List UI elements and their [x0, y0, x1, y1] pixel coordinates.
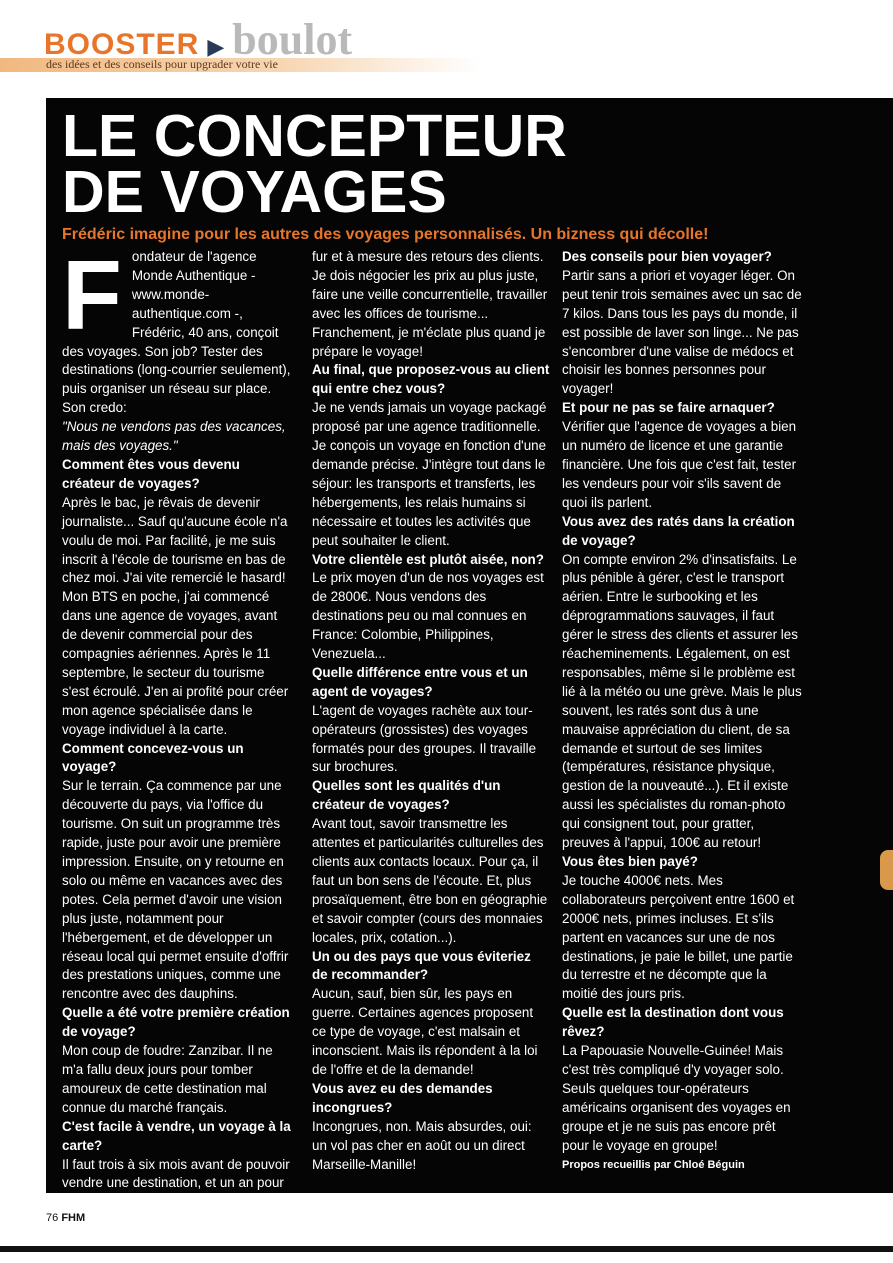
interview-question: C'est facile à vendre, un voyage à la carte? [62, 1118, 291, 1153]
answer-paragraph: Incongrues, non. Mais absurdes, oui: un vol pas cher en août ou un direct Marseille-Manille! [312, 1118, 532, 1172]
interview-question: Vous avez des ratés dans la création de voyage? [562, 513, 795, 548]
article-title [62, 103, 567, 225]
answer-paragraph: Mon coup de foudre: Zanzibar. Il ne m'a fallu deux jours pour tomber amoureux de cette destination mal connue du marché français. [62, 1043, 273, 1115]
answer-paragraph: Avant tout, savoir transmettre les attentes et particularités culturelles des clients aux contacts locaux. Pour ça, il faut un bon sens de l'écoute. Et, plus prosaïquement, être bon en géographie et savoir compter (cours des monnaies locales, prix, cotation...). [312, 816, 548, 945]
interview-question: Et pour ne pas se faire arnaquer? [562, 400, 775, 416]
interview-question: Un ou des pays que vous éviteriez de recommander? [312, 948, 531, 983]
interview-question: Quelle est la destination dont vous rêvez? [562, 1005, 784, 1040]
magazine-name: FHM [61, 1212, 86, 1224]
title-line-2: DE VOYAGES [62, 159, 447, 225]
author-credit: Propos recueillis par Chloé Béguin [562, 1158, 745, 1171]
answer-paragraph: Aucun, sauf, bien sûr, les pays en guerre. Certaines agences proposent ce type de voyage, c'est malsain et inconscient. Mais ils répondent à la loi de l'offre et de la demande! [312, 986, 538, 1077]
answer-paragraph: Je touche 4000€ nets. Mes collaborateurs perçoivent entre 1600 et 2000€ nets, primes incluses. Et s'ils partent en vacances sur une de nos destinations, je paie le billet, une partie du terrestre et ne décompte que la moitié des jours pris. [562, 872, 795, 1002]
answer-paragraph: Je ne vends jamais un voyage packagé proposé par une agence traditionnelle. Je conçois un voyage en fonction d'une demande précise. J'intègre tout dans le séjour: les transports et transferts, les hébergements, les relais humains si nécessaire et toutes les activités que peut souhaiter le client. [312, 400, 547, 548]
interview-question: Au final, que proposez-vous au client qui entre chez vous? [312, 362, 550, 397]
arrow-icon: ▶ [207, 34, 225, 59]
brand-booster: BOOSTER [44, 28, 200, 61]
section-header [0, 0, 893, 98]
bottom-rule [0, 1246, 893, 1252]
interview-question: Votre clientèle est plutôt aisée, non? [312, 551, 544, 567]
article-subtitle: Frédéric imagine pour les autres des voyages personnalisés. Un bizness qui décolle! [62, 226, 709, 243]
interview-question: Quelle différence entre vous et un agent de voyages? [312, 664, 528, 699]
answer-paragraph: Vérifier que l'agence de voyages a bien un numéro de licence et une garantie financière. Une fois que c'est fait, tester les vendeurs pour voir s'ils savent de quoi ils parlent. [562, 419, 797, 510]
answer-paragraph: Sur le terrain. Ça commence par une découverte du pays, via l'office du tourisme. On suit un programme très rapide, juste pour avoir une première impression. Ensuite, on y retourne en solo ou même en vacances avec des potes. Cela permet d'avoir une vision plus juste, notamment pour l'hébergement, et de développer un réseau local qui permet ensuite d'offrir des prestations uniques, comme une rencontre avec des dauphins. [62, 778, 289, 1002]
title-line-1: LE CONCEPTEUR [62, 103, 567, 169]
article-column-2 [312, 248, 550, 1174]
interview-question: Vous êtes bien payé? [562, 854, 698, 869]
interview-question: Comment concevez-vous un voyage? [62, 740, 244, 775]
answer-paragraph: La Papouasie Nouvelle-Guinée! Mais c'est très compliqué d'y voyager solo. Seuls quelques tour-opérateurs américains organisent des voyages en groupe et je ne suis pas encore prêt pour le voyage en groupe! [562, 1043, 791, 1153]
answer-paragraph: On compte environ 2% d'insatisfaits. Le plus pénible à gérer, c'est le transport aérien. Entre le surbooking et les déprogrammations sauvages, il faut gérer le stress des clients et assurer les réacheminements. Légalement, on est responsables, même si le problème est lié à la météo ou une grève. Mais le plus souvent, les ratés sont dus à une mauvaise appréciation du client, de sa demande et surtout de ses limites (températures, résistance physique, gestion de la nouveauté...). Et il existe aussi les spécialistes du roman-photo qui consignent tout, pour gratter, preuves à l'appui, 100€ au retour! [562, 551, 802, 851]
brand-boulot: boulot [232, 15, 353, 64]
answer-paragraph: L'agent de voyages rachète aux tour-opérateurs (grossistes) des voyages formatés pour des groupes. Il travaille sur brochures. [312, 702, 537, 775]
interview-question: Comment êtes vous devenu créateur de voyages? [62, 456, 240, 491]
answer-paragraph: Après le bac, je rêvais de devenir journaliste... Sauf qu'aucune école n'a voulu de moi. Par facilité, je me suis inscrit à l'école de tourisme en bas de chez moi. J'ai vite remercié le hasard! Mon BTS en poche, j'ai commencé dans une agence de voyages, avant de devenir commercial pour des compagnies aériennes. Après le 11 septembre, le secteur du tourisme s'est écroulé. J'en ai profité pour créer mon agence spécialisée dans le voyage individuel à la carte. [62, 494, 289, 737]
interview-question: Vous avez eu des demandes incongrues? [312, 1080, 493, 1115]
page-number: 76 [46, 1212, 59, 1224]
section-tagline: des idées et des conseils pour upgrader votre vie [46, 57, 278, 71]
answer-paragraph: Il faut trois à six mois avant de pouvoir vendre une destination, et un an pour avoir une vraie maturité. On ajuste au [62, 1156, 290, 1210]
interview-question: Quelle a été votre première création de voyage? [62, 1005, 290, 1040]
page-folio [46, 1212, 85, 1224]
credo-quote: "Nous ne vendons pas des vacances, mais des voyages." [62, 419, 286, 454]
answer-paragraph: Partir sans a priori et voyager léger. On peut tenir trois semaines avec un sac de 7 kilos. Dans tous les pays du monde, il est possible de laver son linge... Ne pas s'encombrer d'une valise de médocs et choisir les bonnes personnes pour voyager! [562, 267, 802, 397]
answer-paragraph: fur et à mesure des retours des clients. Je dois négocier les prix au plus juste, faire une veille concurrentielle, travailler avec les offices de tourisme... Franchement, je m'éclate plus quand je prépare le voyage! [312, 249, 548, 359]
answer-paragraph: Le prix moyen d'un de nos voyages est de 2800€. Nous vendons des destinations peu ou mal connues en France: Colombie, Philippines, Venezuela... [312, 570, 544, 662]
article-column-3 [562, 248, 802, 1174]
interview-question: Des conseils pour bien voyager? [562, 249, 772, 264]
answer-paragraph: ondateur de l'agence Monde Authentique - www.monde-authentique.com -, Frédéric, 40 ans, conçoit des voyages. Son job? Tester des destinations (long-courrier seulement), puis organiser un réseau sur place. Son credo: [62, 249, 291, 416]
drop-cap: F [62, 240, 122, 350]
article-column-1 [62, 240, 294, 1212]
photo-edge [880, 850, 893, 890]
interview-question: Quelles sont les qualités d'un créateur de voyages? [312, 778, 501, 813]
